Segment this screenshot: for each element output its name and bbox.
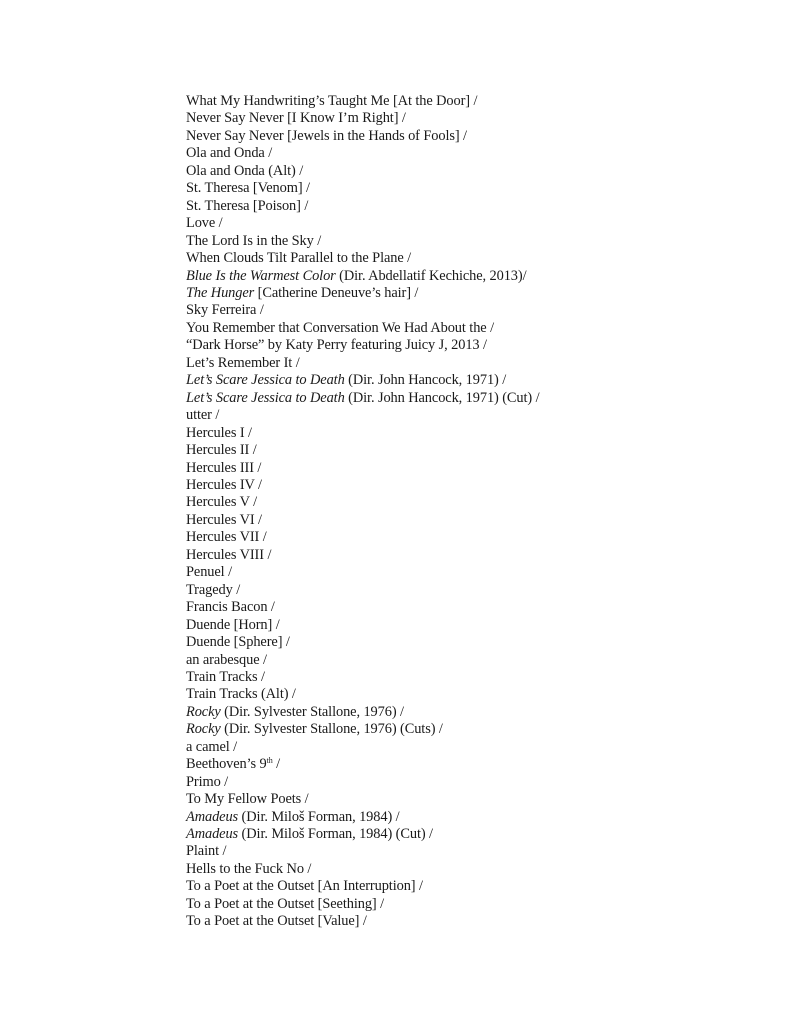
list-item [186,634,540,651]
list-item [186,372,540,389]
list-item [186,268,540,285]
list-item [186,215,540,232]
list-item [186,320,540,337]
line-text: Sky Ferreira / [186,302,264,319]
list-item [186,529,540,546]
line-text: The Lord Is in the Sky / [186,232,322,249]
line-text: When Clouds Tilt Parallel to the Plane / [186,250,412,267]
list-item [186,791,540,808]
list-item [186,110,540,127]
list-item [186,861,540,878]
list-item [186,547,540,564]
list-item [186,180,540,197]
list-item [186,302,540,319]
list-item [186,686,540,703]
line-text: Train Tracks (Alt) / [186,686,296,703]
line-text: To a Poet at the Outset [Seething] / [186,895,385,912]
line-text: St. Theresa [Venom] / [186,180,310,197]
list-item [186,913,540,930]
line-text: (Dir. John Hancock, 1971) / [344,372,507,389]
line-text: You Remember that Conversation We Had About the / [186,319,494,336]
line-text: Hercules VII / [186,529,267,546]
line-text: Never Say Never [I Know I’m Right] / [186,110,406,127]
list-item [186,355,540,372]
line-text: (Dir. Miloš Forman, 1984) (Cut) / [238,826,433,843]
line-text: Beethoven’s 9 [186,756,267,773]
list-item [186,407,540,424]
line-text: What My Handwriting’s Taught Me [At the Door] / [186,93,478,109]
list-item [186,599,540,616]
list-item [186,878,540,895]
list-item [186,582,540,599]
title-list [186,93,540,931]
line-text: “Dark Horse” by Katy Perry featuring Juicy J, 2013 / [186,337,487,354]
italic-title: Rocky [186,721,221,738]
line-text: an arabesque / [186,651,267,668]
list-item [186,564,540,581]
line-text: Hercules V / [186,494,258,511]
italic-title: Blue Is the Warmest Color [186,267,336,284]
line-text: St. Theresa [Poison] / [186,197,309,214]
line-text: (Dir. Sylvester Stallone, 1976) (Cuts) / [220,721,443,738]
list-item [186,145,540,162]
line-text: Duende [Sphere] / [186,634,290,651]
line-text: Ola and Onda / [186,145,273,162]
list-item [186,477,540,494]
list-item [186,442,540,459]
list-item [186,337,540,354]
line-text: Tragedy / [186,581,241,598]
ordinal-superscript: th [266,756,273,766]
line-text-after: / [272,756,281,773]
line-text: Ola and Onda (Alt) / [186,162,304,179]
list-item [186,739,540,756]
line-text: Hercules III / [186,459,262,476]
list-item [186,494,540,511]
list-item [186,425,540,442]
line-text: Hercules VI / [186,511,262,528]
list-item [186,721,540,738]
italic-title: The Hunger [186,284,255,301]
line-text: To My Fellow Poets / [186,791,309,808]
line-text: To a Poet at the Outset [An Interruption] / [186,878,423,895]
line-text: Penuel / [186,564,232,581]
list-item [186,93,540,110]
list-item [186,460,540,477]
line-text: (Dir. Sylvester Stallone, 1976) / [220,703,404,720]
list-item [186,250,540,267]
line-text: Primo / [186,773,229,790]
list-item [186,652,540,669]
list-item [186,198,540,215]
line-text: (Dir. John Hancock, 1971) (Cut) / [344,389,540,406]
list-item [186,669,540,686]
italic-title: Let’s Scare Jessica to Death [186,372,345,389]
line-text: Train Tracks / [186,668,265,685]
line-text: To a Poet at the Outset [Value] / [186,913,367,930]
line-text: a camel / [186,738,238,755]
line-text: Never Say Never [Jewels in the Hands of Fools] / [186,127,467,144]
line-text: Hercules IV / [186,476,262,493]
list-item [186,163,540,180]
line-text: Love / [186,215,223,232]
italic-title: Amadeus [186,808,239,825]
italic-title: Rocky [186,703,221,720]
list-item [186,704,540,721]
list-item [186,128,540,145]
italic-title: Let’s Scare Jessica to Death [186,389,345,406]
list-item [186,756,540,773]
list-item [186,617,540,634]
line-text: Hercules VIII / [186,546,272,563]
list-item [186,843,540,860]
line-text: Plaint / [186,843,227,860]
list-item [186,512,540,529]
line-text: Hells to the Fuck No / [186,860,312,877]
list-item [186,826,540,843]
line-text: Hercules II / [186,442,257,459]
line-text: (Dir. Abdellatif Kechiche, 2013)/ [335,267,527,284]
line-text: Let’s Remember It / [186,354,300,371]
list-item [186,390,540,407]
list-item [186,233,540,250]
line-text: Duende [Horn] / [186,616,280,633]
list-item [186,809,540,826]
line-text: (Dir. Miloš Forman, 1984) / [238,808,400,825]
line-text: Hercules I / [186,424,252,441]
list-item [186,285,540,302]
list-item [186,774,540,791]
list-item [186,896,540,913]
line-text: Francis Bacon / [186,599,275,616]
italic-title: Amadeus [186,826,239,843]
line-text: [Catherine Deneuve’s hair] / [254,284,419,301]
line-text: utter / [186,407,220,424]
